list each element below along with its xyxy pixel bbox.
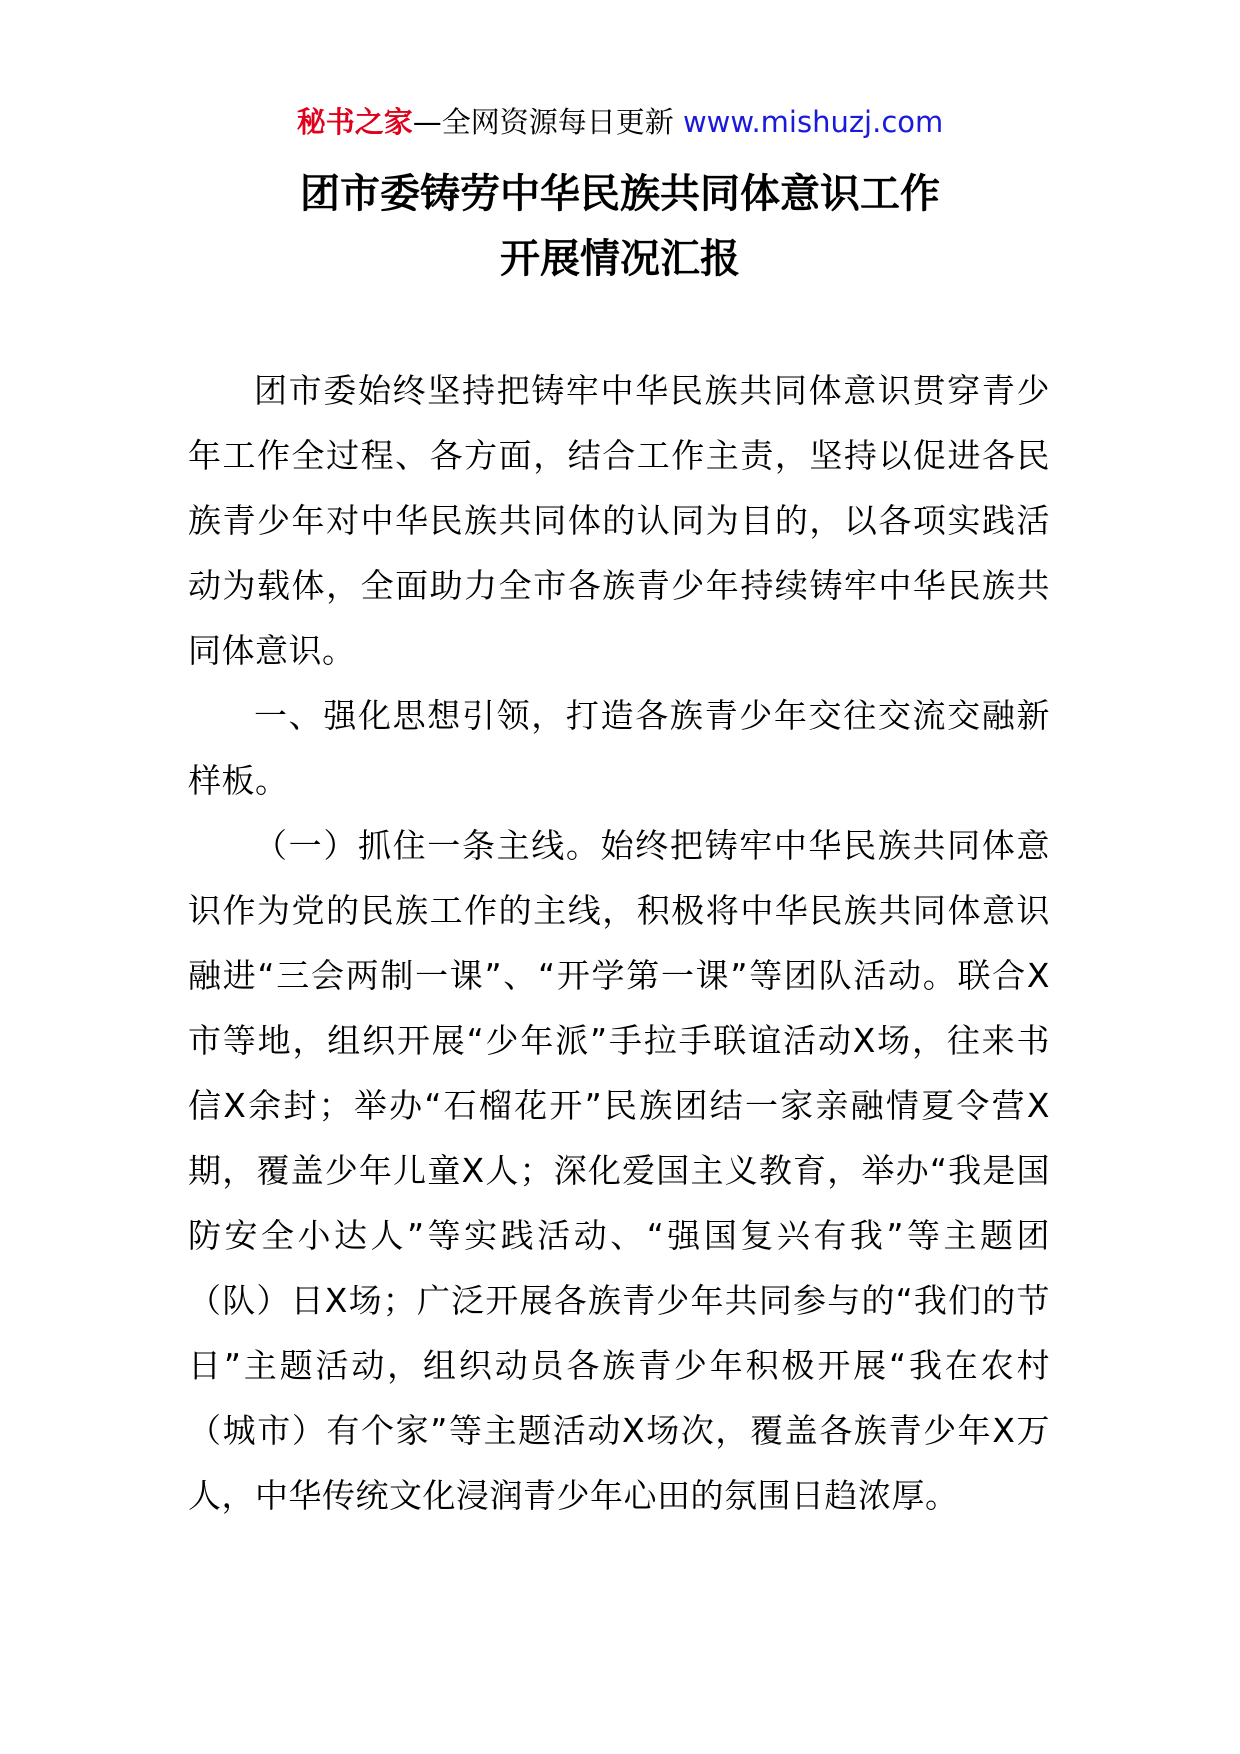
site-header	[0, 102, 1240, 142]
document-title-line-1: 团市委铸劳中华民族共同体意识工作	[300, 171, 940, 217]
brand-name: 秘书之家	[296, 105, 413, 139]
section-heading-1: 一、强化思想引领，打造各族青少年交往交流交融新样板。	[188, 696, 1050, 800]
site-url-link[interactable]: www.mishuzj.com	[682, 105, 944, 139]
header-slogan: —全网资源每日更新	[412, 105, 674, 139]
document-body	[188, 358, 1050, 1528]
document-title-line-2: 开展情况汇报	[500, 236, 740, 282]
paragraph-intro: 团市委始终坚持把铸牢中华民族共同体意识贯穿青少年工作全过程、各方面，结合工作主责，坚持以促进各民族青少年对中华民族共同体的认同为目的，以各项实践活动为载体，全面助力全市各族青少年持续铸牢中华民族共同体意识。	[188, 371, 1050, 670]
paragraph-subsection-1: （一）抓住一条主线。始终把铸牢中华民族共同体意识作为党的民族工作的主线，积极将中华民族共同体意识融进“三会两制一课”、“开学第一课”等团队活动。联合X市等地，组织开展“少年派”手拉手联谊活动X场，往来书信X余封；举办“石榴花开”民族团结一家亲融情夏令营X期，覆盖少年儿童X人；深化爱国主义教育，举办“我是国防安全小达人”等实践活动、“强国复兴有我”等主题团（队）日X场；广泛开展各族青少年共同参与的“我们的节日”主题活动，组织动员各族青少年积极开展“我在农村（城市）有个家”等主题活动X场次，覆盖各族青少年X万人，中华传统文化浸润青少年心田的氛围日趋浓厚。	[188, 826, 1050, 1515]
